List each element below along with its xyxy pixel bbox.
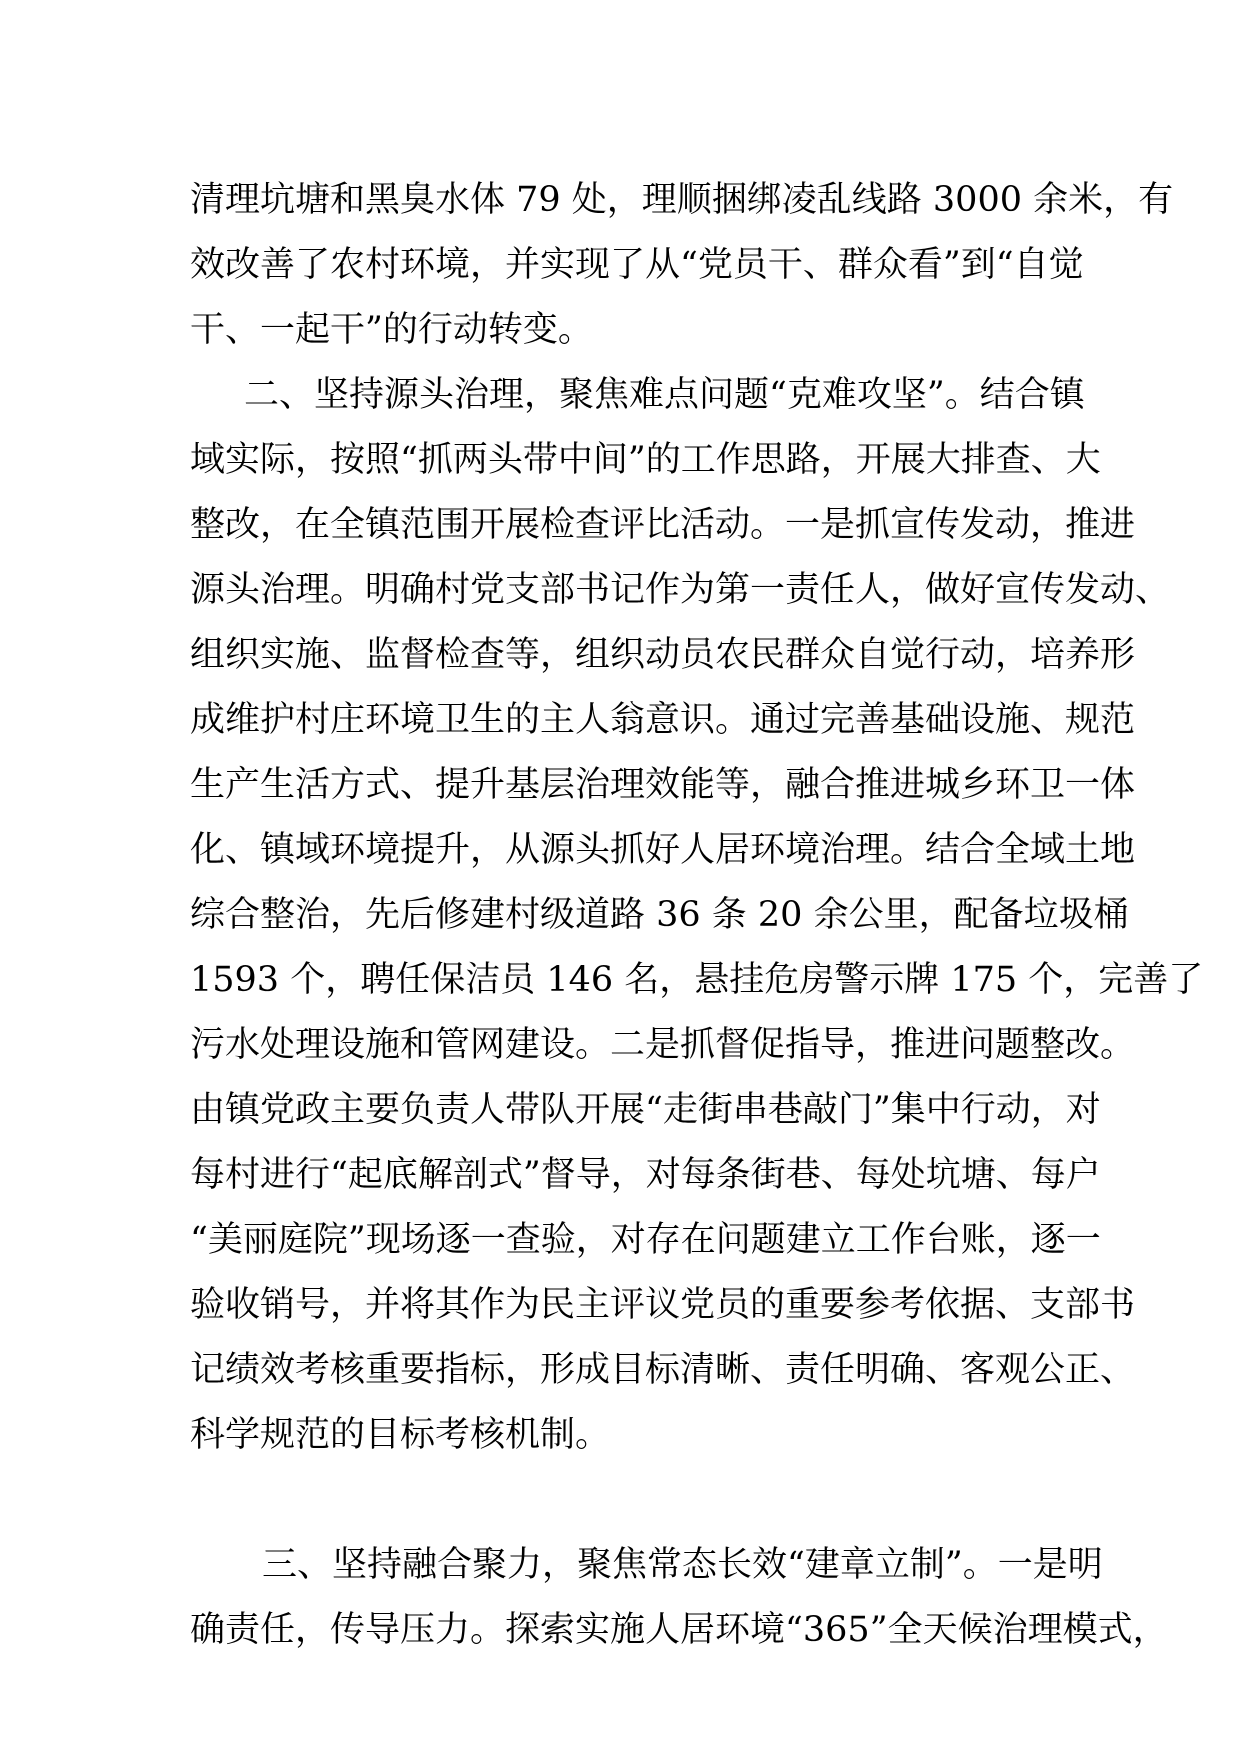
text-line (190, 1468, 1070, 1533)
text-line: 源头治理。明确村党支部书记作为第一责任人，做好宣传发动、 (190, 570, 1171, 610)
document-body (190, 168, 1204, 1663)
text-line: 污水处理设施和管网建设。二是抓督促指导，推进问题整改。 (190, 1025, 1136, 1065)
text-line: “美丽庭院”现场逐一查验，对存在问题建立工作台账，逐一 (190, 1220, 1101, 1260)
text-line: 由镇党政主要负责人带队开展“走街串巷敲门”集中行动，对 (190, 1090, 1101, 1130)
paragraph (190, 168, 1174, 363)
text-line: 域实际，按照“抓两头带中间”的工作思路，开展大排查、大 (190, 440, 1101, 480)
text-line: 每村进行“起底解剖式”督导，对每条街巷、每处坑塘、每户 (190, 1155, 1101, 1195)
text-line: 效改善了农村环境，并实现了从“党员干、群众看”到“自觉 (190, 245, 1084, 285)
text-line: 科学规范的目标考核机制。 (190, 1415, 611, 1455)
text-line: 成维护村庄环境卫生的主人翁意识。通过完善基础设施、规范 (190, 700, 1136, 740)
text-line: 确责任，传导压力。探索实施人居环境“365”全天候治理模式， (190, 1610, 1168, 1650)
text-line: 生产生活方式、提升基层治理效能等，融合推进城乡环卫一体 (190, 765, 1136, 805)
paragraph (190, 363, 1204, 1533)
paragraph (190, 1533, 1168, 1663)
text-line: 验收销号，并将其作为民主评议党员的重要参考依据、支部书 (190, 1285, 1136, 1325)
text-line: 记绩效考核重要指标，形成目标清晰、责任明确、客观公正、 (190, 1350, 1136, 1390)
section-heading-line: 三、坚持融合聚力，聚焦常态长效“建章立制”。一是明 (262, 1545, 1103, 1585)
text-line: 整改，在全镇范围开展检查评比活动。一是抓宣传发动，推进 (190, 505, 1136, 545)
text-line: 清理坑塘和黑臭水体 79 处，理顺捆绑凌乱线路 3000 余米，有 (190, 180, 1174, 220)
text-line: 综合整治，先后修建村级道路 36 条 20 余公里，配备垃圾桶 (190, 895, 1129, 935)
section-heading-line: 二、坚持源头治理，聚焦难点问题“克难攻坚”。结合镇 (244, 375, 1085, 415)
text-line: 1593 个，聘任保洁员 146 名，悬挂危房警示牌 175 个，完善了 (190, 960, 1204, 1000)
text-line: 化、镇域环境提升，从源头抓好人居环境治理。结合全域土地 (190, 830, 1136, 870)
text-line: 干、一起干”的行动转变。 (190, 310, 593, 350)
text-line: 组织实施、监督检查等，组织动员农民群众自觉行动，培养形 (190, 635, 1136, 675)
